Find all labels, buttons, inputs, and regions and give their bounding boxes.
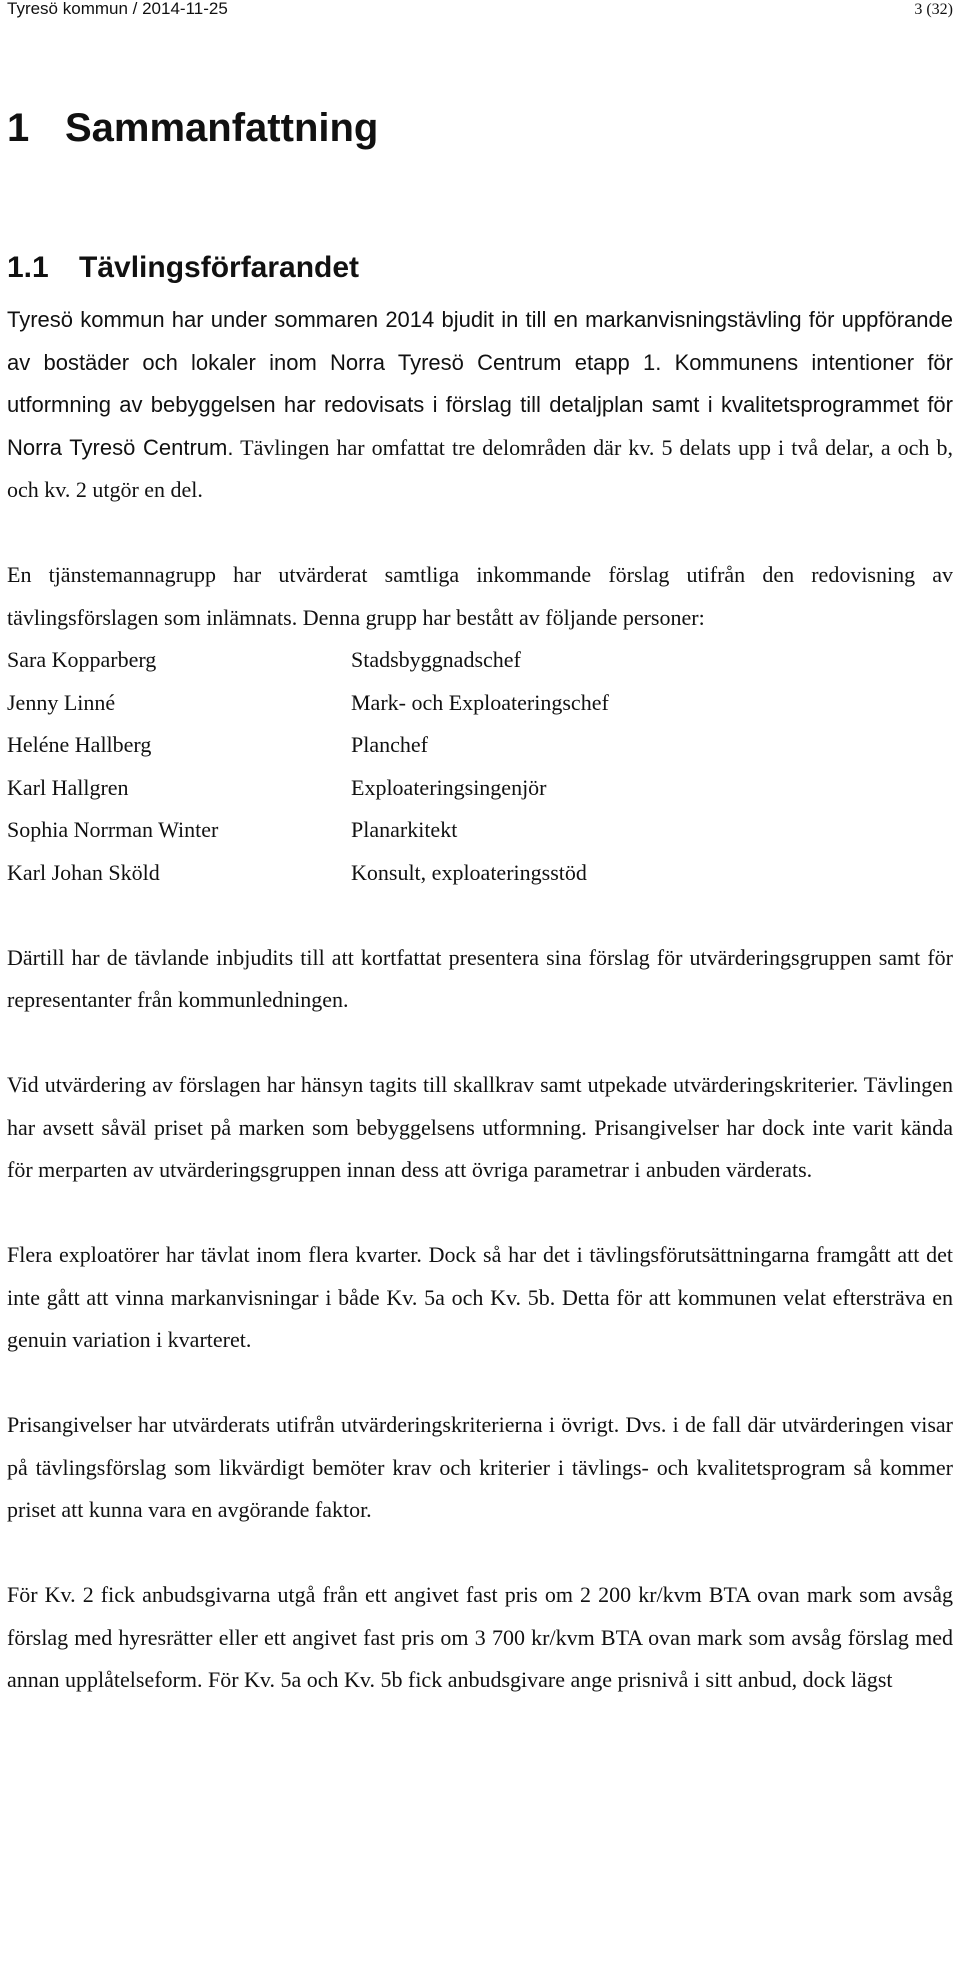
person-row [7,852,953,895]
person-name: Karl Johan Sköld [7,859,160,885]
heading-sammanfattning [7,104,378,152]
document-body [7,299,953,1702]
paragraph-pricing: Prisangivelser har utvärderats utifrån utvärderingskriterierna i övrigt. Dvs. i de fall där utvärderingen visar på tävlingsförslag som likvärdigt bemöter krav och kriterier i tävlings- och kvalitetsprogram så kommer priset att kunna vara en avgörande faktor. [7,1412,953,1522]
paragraph-intro-part2: Tävlingen har omfattat tre delområden där kv. 5 delats upp i två delar, a och b, och kv. 2 utgör en del. [7,434,953,502]
person-row [7,767,953,810]
person-role: Mark- och Exploateringschef [351,689,609,715]
heading2-text: Tävlingsförfarandet [79,251,360,284]
header-org-date: Tyresö kommun / 2014-11-25 [7,0,228,18]
header-page-number: 3 (32) [914,1,953,18]
person-name: Sophia Norrman Winter [7,817,219,842]
paragraph-exploiters: Flera exploatörer har tävlat inom flera kvarter. Dock så har det i tävlingsförutsättningarna framgått att det inte gått att vinna markanvisningar i både Kv. 5a och Kv. 5b. Detta för att kommunen velat eftersträva en genuin variation i kvarteret. [7,1242,953,1352]
person-role: Planarkitekt [351,817,458,842]
paragraph-presentation: Därtill har de tävlande inbjudits till att kortfattat presentera sina förslag för utvärderingsgruppen samt för representanter från kommunledningen. [7,944,953,1012]
heading-tavlingsforfarandet [7,249,359,287]
heading1-text: Sammanfattning [65,106,379,150]
heading1-number: 1 [7,106,30,150]
persons-list [7,639,953,894]
person-name: Jenny Linné [7,689,116,715]
person-role: Exploateringsingenjör [351,774,547,800]
person-row [7,809,953,852]
person-row [7,682,953,725]
person-row [7,639,953,682]
person-row [7,724,953,767]
paragraph-evaluation: Vid utvärdering av förslagen har hänsyn tagits till skallkrav samt utpekade utvärderingskriterier. Tävlingen har avsett såväl priset på marken som bebyggelsens utformning. Prisangivelser har dock inte varit kända för merparten av utvärderingsgruppen innan dess att övriga parametrar i anbuden värderats. [7,1072,953,1182]
heading2-number: 1.1 [7,251,49,284]
page-header [7,0,953,22]
paragraph-intro-part1: Tyresö kommun har under sommaren 2014 bjudit in till en markanvisningstävling för uppförande av bostäder och lokaler inom Norra Tyresö Centrum etapp 1. Kommunens intentioner för utformning av bebyggelsen har redovisats i förslag till detaljplan samt i kvalitetsprogrammet för Norra Tyresö Centrum. [7,307,953,460]
person-name: Karl Hallgren [7,774,129,800]
person-role: Planchef [351,732,428,757]
person-role: Stadsbyggnadschef [351,647,521,672]
paragraph-group: En tjänstemannagrupp har utvärderat samtliga inkommande förslag utifrån den redovisning av tävlingsförslagen som inlämnats. Denna grupp har bestått av följande personer: [7,562,953,630]
person-role: Konsult, exploateringsstöd [351,859,587,885]
person-name: Sara Kopparberg [7,647,157,672]
paragraph-kv2-price: För Kv. 2 fick anbudsgivarna utgå från ett angivet fast pris om 2 200 kr/kvm BTA ovan mark som avsåg förslag med hyresrätter eller ett angivet fast pris om 3 700 kr/kvm BTA ovan mark som avsåg förslag med annan upplåtelseform. För Kv. 5a och Kv. 5b fick anbudsgivare ange prisnivå i sitt anbud, dock lägst [7,1582,953,1692]
paragraph-intro [7,299,953,512]
person-name: Heléne Hallberg [7,732,152,757]
